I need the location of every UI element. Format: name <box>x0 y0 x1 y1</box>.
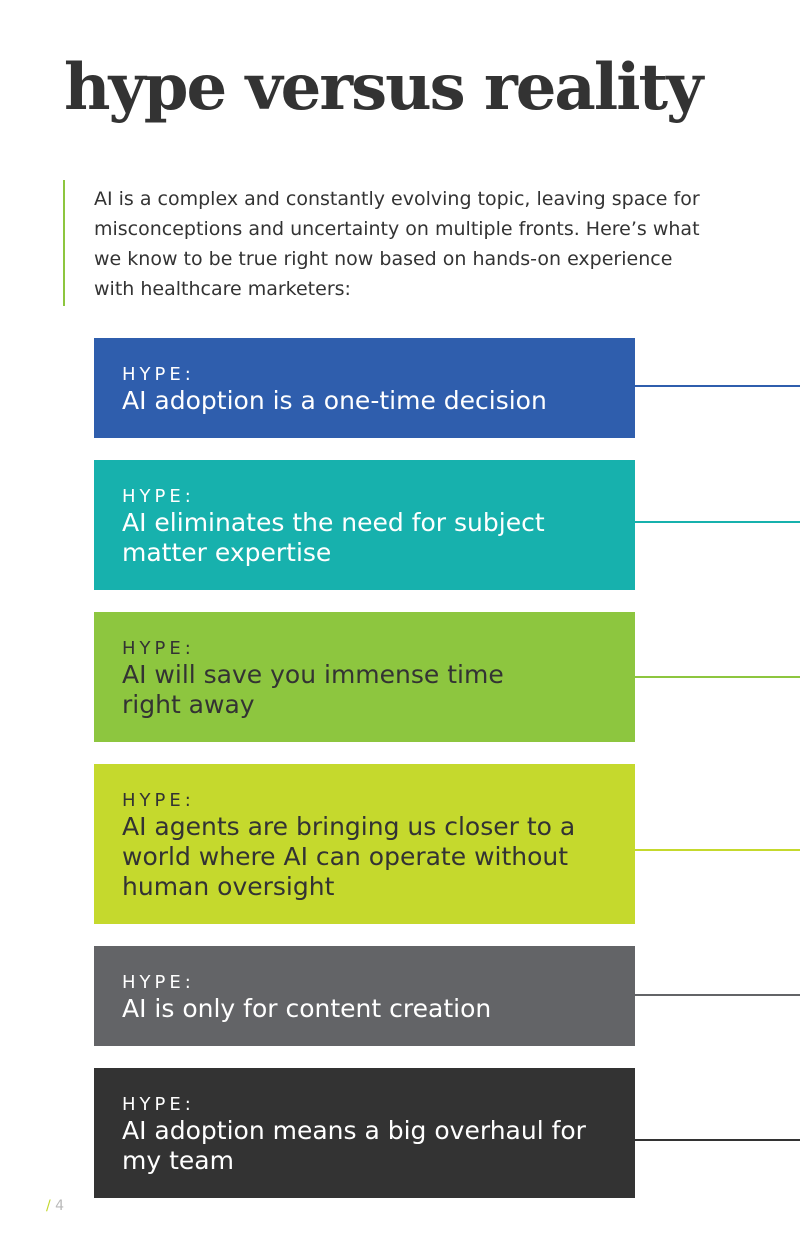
hype-connector-line <box>635 1139 800 1141</box>
hype-connector-line <box>635 521 800 523</box>
hype-connector-line <box>635 385 800 387</box>
hype-card-big-overhaul <box>94 1068 635 1198</box>
intro-paragraph: AI is a complex and constantly evolving topic, leaving space for misconceptions and uncertainty on multiple fronts. Here’s what we know to be true right now based on hands-on experience with healthcare marketers: <box>94 188 700 300</box>
hype-label: HYPE: <box>122 364 195 385</box>
page-title: hype versus reality <box>64 50 702 125</box>
hype-connector-line <box>635 849 800 851</box>
hype-statement: AI agents are bringing us closer to a world where AI can operate without human oversight <box>122 812 576 901</box>
hype-card-content-creation <box>94 946 635 1046</box>
hype-statement: AI will save you immense time right away <box>122 660 504 719</box>
page-number-slash: / <box>46 1198 51 1214</box>
hype-label: HYPE: <box>122 972 195 993</box>
hype-statement: AI adoption is a one-time decision <box>122 386 547 415</box>
page-number-value: 4 <box>55 1198 65 1214</box>
hype-connector-line <box>635 676 800 678</box>
page-number <box>46 1197 64 1215</box>
hype-card-subject-matter-expertise <box>94 460 635 590</box>
hype-label: HYPE: <box>122 638 195 659</box>
intro-accent-rule <box>63 180 65 306</box>
hype-connector-line <box>635 994 800 996</box>
hype-card-save-time <box>94 612 635 742</box>
hype-label: HYPE: <box>122 486 195 507</box>
hype-label: HYPE: <box>122 790 195 811</box>
hype-statement: AI is only for content creation <box>122 994 492 1023</box>
hype-statement: AI eliminates the need for subject matter expertise <box>122 508 545 567</box>
hype-card-adoption-one-time <box>94 338 635 438</box>
hype-statement: AI adoption means a big overhaul for my team <box>122 1116 586 1175</box>
hype-card-ai-agents <box>94 764 635 924</box>
hype-label: HYPE: <box>122 1094 195 1115</box>
